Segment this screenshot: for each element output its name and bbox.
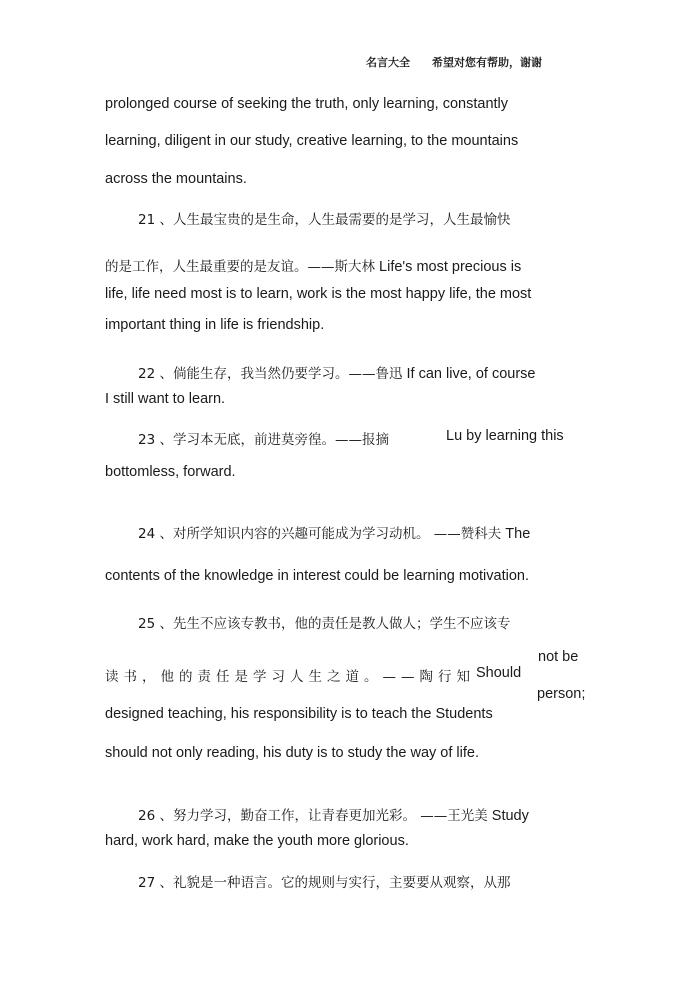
text-line: prolonged course of seeking the truth, only learning, constantly — [105, 96, 509, 112]
quote-26-line-2: hard, work hard, make the youth more glorious. — [105, 833, 409, 849]
quote-25-fragment: not be — [538, 649, 579, 665]
quote-25-line-1: 25 、先生不应该专教书，他的责任是教人做人；学生不应该专 — [138, 616, 511, 632]
quote-24-line-2: contents of the knowledge in interest could be learning motivation. — [105, 568, 529, 584]
quote-23-line-1: 23 、学习本无底，前进莫旁徨。——报摘 — [138, 432, 389, 448]
quote-25-line-2: 读书，他的责任是学习人生之道。——陶行知 — [105, 669, 475, 685]
quote-22-line-1: 22 、倘能生存，我当然仍要学习。——鲁迅 If can live, of course — [138, 366, 536, 382]
page-header — [366, 54, 542, 70]
text-line: across the mountains. — [105, 171, 247, 187]
quote-24-line-1: 24 、对所学知识内容的兴趣可能成为学习动机。 ——赞科夫 The — [138, 526, 531, 542]
quote-25-line-4: should not only reading, his duty is to study the way of life. — [105, 745, 479, 761]
quote-22-line-2: I still want to learn. — [105, 391, 226, 407]
quote-26-line-1: 26 、努力学习，勤奋工作，让青春更加光彩。 ——王光美 Study — [138, 808, 529, 824]
header-note: 希望对您有帮助，谢谢 — [432, 56, 542, 69]
quote-25-fragment: Should — [476, 665, 522, 681]
quote-21-line-2: 的是工作，人生最重要的是友谊。——斯大林 Life's most precious is — [105, 259, 522, 275]
quote-25-line-3: designed teaching, his responsibility is to teach the Students — [105, 706, 493, 722]
quote-23-line-2: bottomless, forward. — [105, 464, 236, 480]
quote-27-line-1: 27 、礼貌是一种语言。它的规则与实行，主要要从观察，从那 — [138, 875, 511, 891]
quote-21-line-3: life, life need most is to learn, work is the most happy life, the most — [105, 286, 532, 302]
quote-21-line-1: 21 、人生最宝贵的是生命，人生最需要的是学习，人生最愉快 — [138, 212, 511, 228]
quote-23-translation: Lu by learning this — [446, 428, 564, 444]
text-line: learning, diligent in our study, creative learning, to the mountains — [105, 133, 519, 149]
quote-21-line-4: important thing in life is friendship. — [105, 317, 325, 333]
header-title: 名言大全 — [366, 56, 410, 69]
quote-25-fragment: person; — [537, 686, 586, 702]
